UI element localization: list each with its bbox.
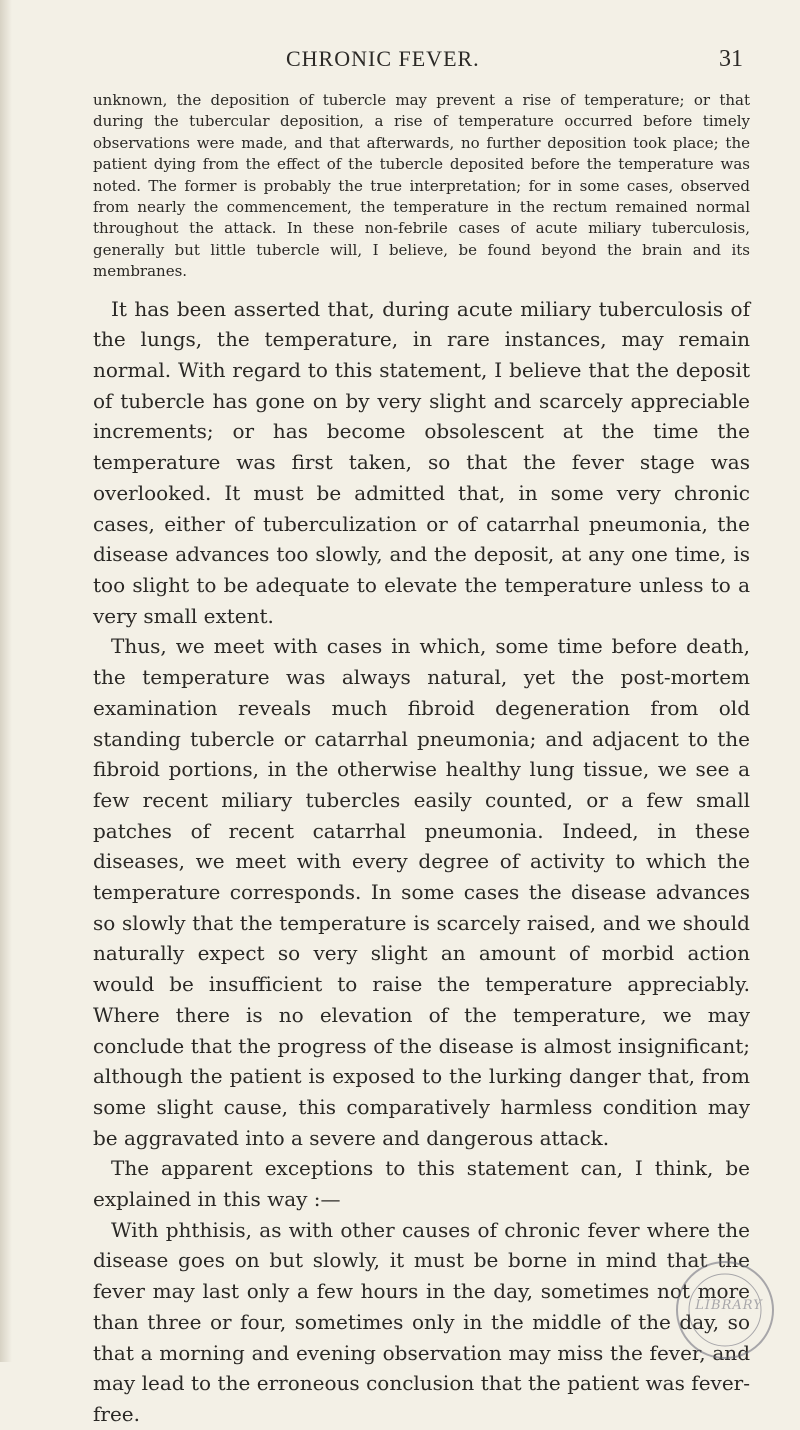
library-stamp-text: LIBRARY bbox=[695, 1298, 763, 1313]
paragraph-exceptions: The apparent exceptions to this statement can, I think, be explained in this way :— bbox=[93, 1156, 750, 1212]
paragraph-post-mortem: Thus, we meet with cases in which, some time before death, the temperature was always natural, yet the post-mortem examination reveals much fibroid degeneration from old standing tubercle or catarrhal pneumonia; and adjacent to the fibroid portions, in the otherwise healthy lung tissue, we see a few recent miliary tubercles easily counted, or a few small patches of recent catarrhal pneumonia. Indeed, in these diseases, we meet with every degree of activity to which the temperature corresponds. In some cases the disease advances so slowly that the temperature is scarcely raised, and we should naturally expect so very slight an amount of morbid action would be insufficient to raise the temperature appreciably. Where there is no elevation of the temperature, we may conclude that the progress of the disease is almost insignificant; although the patient is exposed to the lurking danger that, from some slight cause, this comparatively harmless condition may be aggravated into a severe and dangerous attack. bbox=[93, 634, 750, 1150]
running-head: CHRONIC FEVER. bbox=[286, 46, 480, 71]
library-stamp bbox=[673, 1258, 777, 1362]
page-number: 31 bbox=[719, 46, 743, 72]
page-body bbox=[93, 90, 750, 1430]
page-header bbox=[0, 46, 800, 76]
paragraph-continued: unknown, the deposition of tubercle may prevent a rise of temperature; or that during the tubercular deposition, a rise of temperature occurred before timely observations were made, and that afterwards, no further deposition took place; the patient dying from the effect of the tubercle deposited before the temperature was noted. The former is probably the true interpretation; for in some cases, observed from nearly the commencement, the temperature in the rectum remained normal throughout the attack. In these non-febrile cases of acute miliary tuberculosis, generally but little tubercle will, I believe, be found beyond the brain and its membranes. bbox=[93, 91, 750, 281]
page-left-edge bbox=[0, 0, 12, 1362]
paragraph-phthisis: With phthisis, as with other causes of chronic fever where the disease goes on but slowly, it must be borne in mind that the fever may last only a few hours in the day, sometimes not more than three or four, sometimes only in the middle of the day, so that a morning and evening observation may miss the fever, and may lead to the erroneous conclusion that the patient was fever-free. bbox=[93, 1217, 750, 1426]
paragraph-miliary-tuberculosis: It has been asserted that, during acute miliary tuberculosis of the lungs, the temperature, in rare instances, may remain normal. With regard to this statement, I believe that the deposit of tubercle has gone on by very slight and scarcely appreciable increments; or has become obsolescent at the time the temperature was first taken, so that the fever stage was overlooked. It must be admitted that, in some very chronic cases, either of tuberculization or of catarrhal pneumonia, the disease advances too slowly, and the deposit, at any one time, is too slight to be adequate to elevate the temperature unless to a very small extent. bbox=[93, 296, 750, 628]
